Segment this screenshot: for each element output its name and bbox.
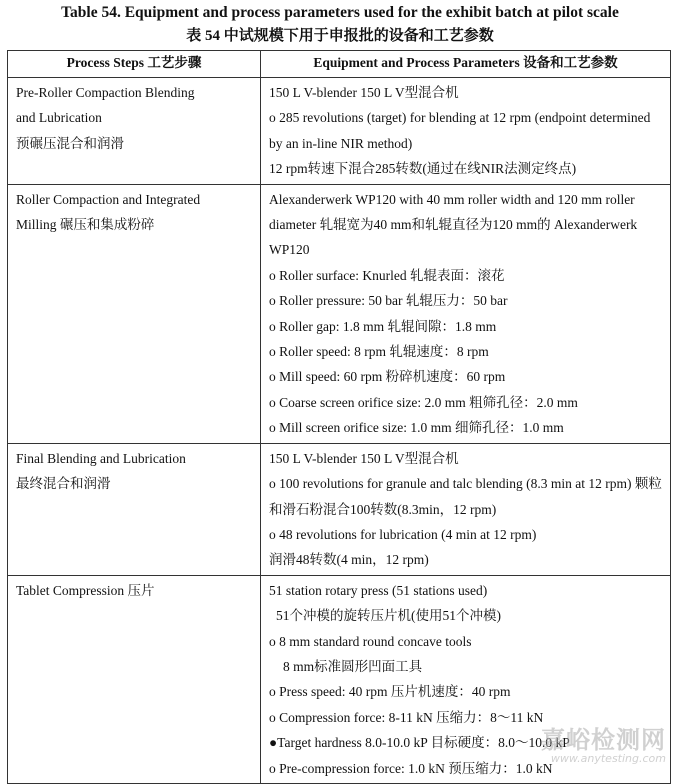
table-row	[8, 575, 671, 783]
process-step-cell	[8, 184, 261, 443]
param-text: Alexanderwerk WP120 with 40 mm roller width and 120 mm roller diameter 轧辊宽为40 mm和轧辊直径为120 mm的 Alexanderwerk WP120	[269, 191, 638, 258]
table-title-zh: 表 54 中试规模下用于申报批的设备和工艺参数	[186, 28, 494, 44]
column-header-params: Equipment and Process Parameters 设备和工艺参数	[261, 51, 671, 78]
param-text: 51 station rotary press (51 stations used)	[269, 582, 488, 598]
param-bullet: o Compression force: 8-11 kN 压缩力：8～11 kN	[269, 709, 544, 725]
parameters-cell	[261, 184, 671, 443]
param-bullet: o 100 revolutions for granule and talc blending (8.3 min at 12 rpm) 颗粒和滑石粉混合100转数(8.3min，12 rpm)	[269, 476, 662, 517]
param-text: 150 L V-blender 150 L V型混合机	[269, 85, 459, 100]
param-bullet: o Mill speed: 60 rpm 粉碎机速度：60 rpm	[269, 369, 506, 385]
process-step-cell	[8, 443, 261, 575]
parameters-cell	[261, 443, 671, 575]
param-text: 8 mm标准圆形凹面工具	[283, 658, 423, 674]
param-bullet: o Mill screen orifice size: 1.0 mm 细筛孔径：1.0 mm	[269, 420, 564, 436]
step-text: Pre-Roller Compaction Blending	[16, 85, 195, 100]
param-bullet: o Press speed: 40 rpm 压片机速度：40 rpm	[269, 684, 511, 700]
table-row	[8, 78, 671, 185]
param-bullet: ●Target hardness 8.0-10.0 kP 目标硬度：8.0～10.0 kP	[269, 735, 570, 751]
table-row	[8, 184, 671, 443]
step-text: 最终混合和润滑	[16, 476, 111, 492]
param-bullet: o 285 revolutions (target) for blending at 12 rpm (endpoint determined by an in-line NIR method)	[269, 110, 651, 151]
table-title-en: Table 54. Equipment and process parameters used for the exhibit batch at pilot scale	[61, 4, 619, 21]
param-bullet: o Roller gap: 1.8 mm 轧辊间隙：1.8 mm	[269, 318, 497, 334]
step-text: 预碾压混合和润滑	[16, 135, 124, 151]
table-row	[8, 443, 671, 575]
parameters-cell	[261, 575, 671, 783]
table-header-row	[8, 51, 671, 78]
watermark-text: 嘉峪检测网	[541, 726, 666, 754]
parameters-cell	[261, 78, 671, 185]
step-text: Tablet Compression 压片	[16, 582, 155, 598]
step-text: Milling 碾压和集成粉碎	[16, 217, 155, 233]
param-bullet: o Coarse screen orifice size: 2.0 mm 粗筛孔径：2.0 mm	[269, 394, 578, 410]
param-bullet: o Roller pressure: 50 bar 轧辊压力：50 bar	[269, 293, 508, 309]
param-text: 润滑48转数(4 min，12 rpm)	[269, 552, 429, 568]
column-header-steps: Process Steps 工艺步骤	[8, 51, 261, 78]
process-step-cell	[8, 575, 261, 783]
param-bullet: o Roller surface: Knurled 轧辊表面：滚花	[269, 267, 505, 283]
process-table	[7, 50, 671, 784]
watermark-url: www.anytesting.com	[550, 752, 666, 765]
param-text: 12 rpm转速下混合285转数(通过在线NIR法测定终点)	[269, 161, 577, 177]
process-step-cell	[8, 78, 261, 185]
param-bullet: o Roller speed: 8 rpm 轧辊速度：8 rpm	[269, 344, 489, 360]
step-text: and Lubrication	[16, 110, 102, 126]
param-text: 150 L V-blender 150 L V型混合机	[269, 450, 459, 466]
step-text: Roller Compaction and Integrated	[16, 191, 201, 207]
param-bullet: o 48 revolutions for lubrication (4 min at 12 rpm)	[269, 526, 537, 542]
param-text: 51个冲模的旋转压片机(使用51个冲模)	[276, 608, 501, 624]
step-text: Final Blending and Lubrication	[16, 450, 186, 466]
param-bullet: o 8 mm standard round concave tools	[269, 633, 472, 649]
param-bullet: o Pre-compression force: 1.0 kN 预压缩力：1.0 kN	[269, 760, 553, 776]
